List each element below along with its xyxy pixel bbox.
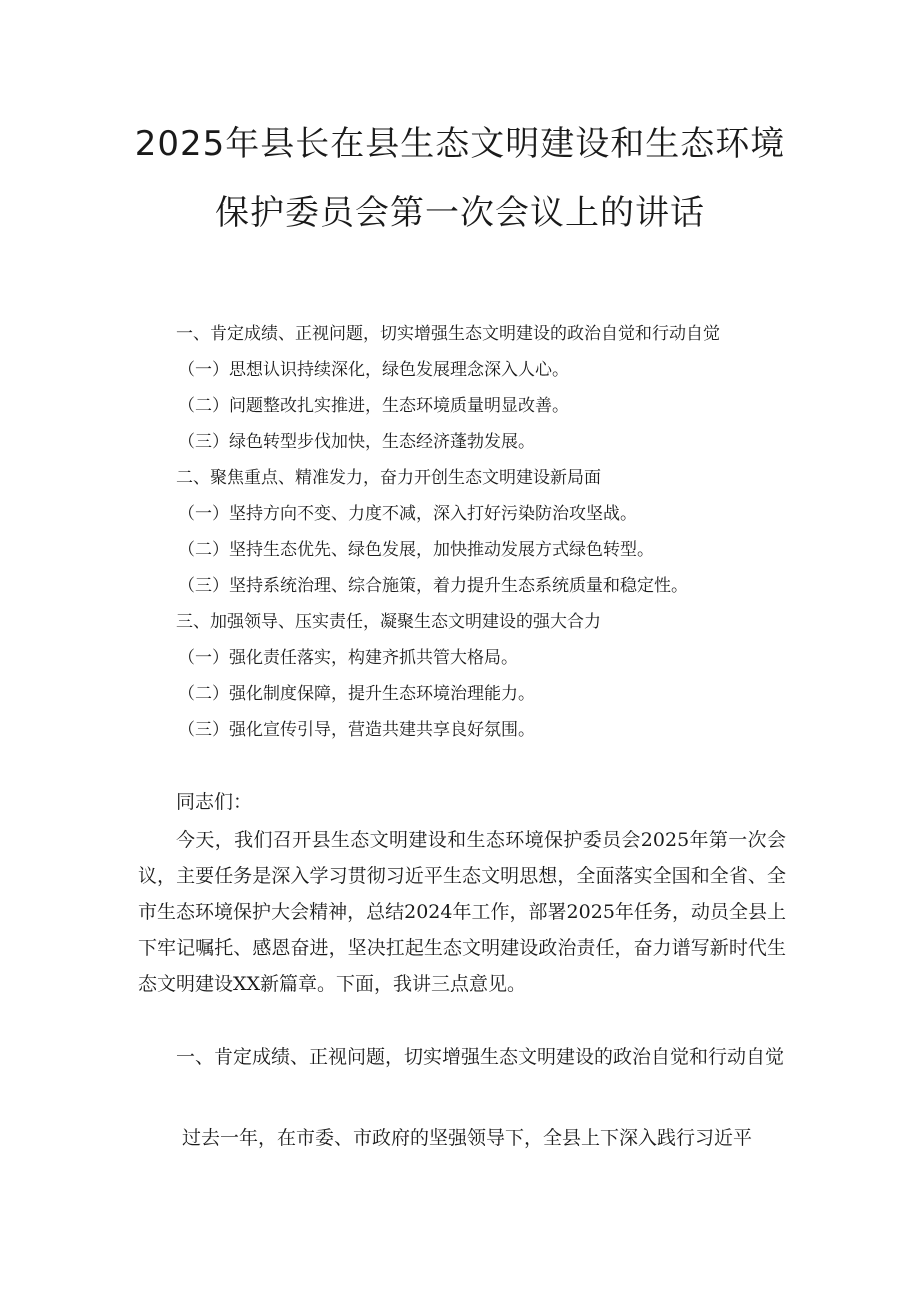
outline-item: 三、加强领导、压实责任，凝聚生态文明建设的强大合力 — [176, 612, 601, 632]
outline-item: （三）坚持系统治理、综合施策，着力提升生态系统质量和稳定性。 — [178, 576, 688, 596]
outline-item: （三）强化宣传引导，营造共建共享良好氛围。 — [178, 720, 535, 740]
outline-item: （一）强化责任落实，构建齐抓共管大格局。 — [178, 648, 518, 668]
document-title-line-2: 保护委员会第一次会议上的讲话 — [215, 193, 705, 233]
outline-item: （一）坚持方向不变、力度不减，深入打好污染防治攻坚战。 — [178, 504, 637, 524]
document-title-line-1: 2025年县长在县生态文明建设和生态环境 — [134, 124, 786, 164]
speech-paragraph: 过去一年，在市委、市政府的坚强领导下，全县上下深入践行习近平 — [182, 1127, 753, 1149]
outline-item: （三）绿色转型步伐加快，生态经济蓬勃发展。 — [178, 432, 535, 452]
outline-item: （二）问题整改扎实推进，生态环境质量明显改善。 — [178, 396, 569, 416]
outline-item: 二、聚焦重点、精准发力，奋力开创生态文明建设新局面 — [176, 468, 601, 488]
outline-item: （二）坚持生态优先、绿色发展，加快推动发展方式绿色转型。 — [178, 540, 654, 560]
outline-item: （一）思想认识持续深化，绿色发展理念深入人心。 — [178, 360, 569, 380]
speech-paragraph: 今天，我们召开县生态文明建设和生态环境保护委员会2025年第一次会议，主要任务是深入学习贯彻习近平生态文明思想，全面落实全国和全省、全市生态环境保护大会精神，总结2024年工作，部署2025年任务，动员全县上下牢记嘱托、感恩奋进，坚决扛起生态文明建设政治责任，奋力谱写新时代生态文明建设XX新篇章。下面，我讲三点意见。 — [138, 829, 786, 995]
outline-list — [176, 316, 796, 748]
speech-section-heading: 一、肯定成绩、正视问题，切实增强生态文明建设的政治自觉和行动自觉 — [176, 1046, 785, 1068]
outline-item: （二）强化制度保障，提升生态环境治理能力。 — [178, 684, 535, 704]
speech-greeting: 同志们： — [176, 791, 253, 813]
outline-item: 一、肯定成绩、正视问题，切实增强生态文明建设的政治自觉和行动自觉 — [176, 324, 720, 344]
